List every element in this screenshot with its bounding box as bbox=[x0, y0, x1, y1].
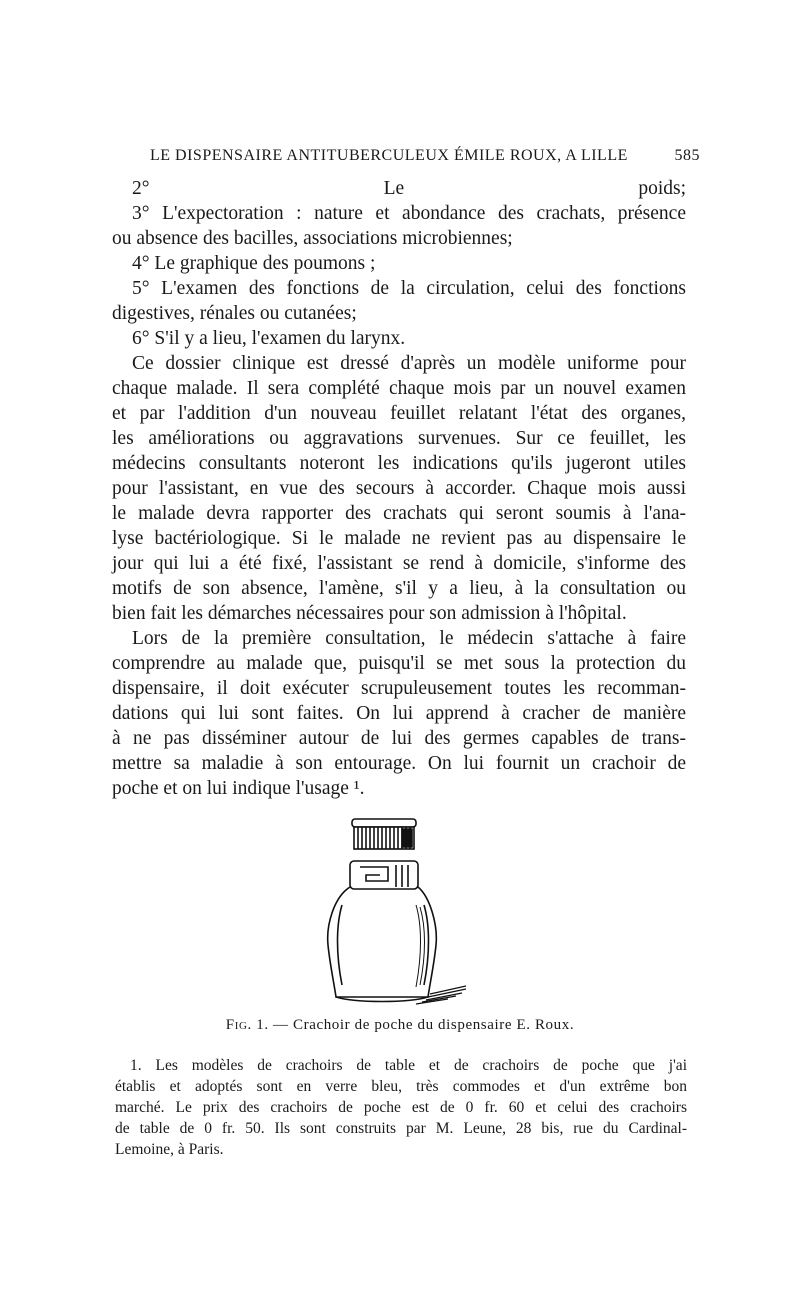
body-line: à ne pas disséminer autour de lui des germes capables de trans- bbox=[112, 728, 686, 749]
body-line: le malade devra rapporter des crachats qui seront soumis à l'ana- bbox=[112, 503, 686, 524]
page-number: 585 bbox=[674, 147, 700, 164]
body-line: dispensaire, il doit exécuter scrupuleusement toutes les recomman- bbox=[112, 678, 686, 699]
running-title: LE DISPENSAIRE ANTITUBERCULEUX ÉMILE ROUX, A LILLE bbox=[150, 147, 628, 164]
body-line: 3° L'expectoration : nature et abondance des crachats, présence bbox=[132, 203, 686, 224]
footnote-line: 1. Les modèles de crachoirs de table et de crachoirs de poche que j'ai bbox=[130, 1057, 687, 1074]
body-line: 5° L'examen des fonctions de la circulation, celui des fonctions bbox=[132, 278, 686, 299]
footnote-line: établis et adoptés sont en verre bleu, très commodes et d'un extrême bon bbox=[115, 1078, 687, 1095]
spittoon-illustration bbox=[316, 815, 476, 1010]
neck-drawing bbox=[350, 861, 418, 889]
body-line: Lors de la première consultation, le médecin s'attache à faire bbox=[132, 628, 686, 649]
body-line: poche et on lui indique l'usage ¹. bbox=[112, 778, 365, 799]
body-line: bien fait les démarches nécessaires pour son admission à l'hôpital. bbox=[112, 603, 627, 624]
body-line: pour l'assistant, en vue des secours à accorder. Chaque mois aussi bbox=[112, 478, 686, 499]
body-line: 2° Le poids; bbox=[132, 178, 686, 199]
body-line: 6° S'il y a lieu, l'examen du larynx. bbox=[132, 328, 406, 349]
figure-caption-text: — Crachoir de poche du dispensaire E. Roux. bbox=[273, 1017, 575, 1033]
body-line: dations qui lui sont faites. On lui apprend à cracher de manière bbox=[112, 703, 686, 724]
body-line: les améliorations ou aggravations survenues. Sur ce feuillet, les bbox=[112, 428, 686, 449]
running-header bbox=[150, 147, 700, 169]
body-line: médecins consultants noteront les indications qu'ils jugeront utiles bbox=[112, 453, 686, 474]
body-line: ou absence des bacilles, associations microbiennes; bbox=[112, 228, 513, 249]
body-line: chaque malade. Il sera complété chaque mois par un nouvel examen bbox=[112, 378, 686, 399]
footnote-line: marché. Le prix des crachoirs de poche est de 0 fr. 60 et celui des crachoirs bbox=[115, 1099, 687, 1116]
body-line: 4° Le graphique des poumons ; bbox=[132, 253, 376, 274]
bottle-body-drawing bbox=[328, 887, 437, 1002]
figure-label: Fig. 1. bbox=[225, 1017, 269, 1033]
body-line: lyse bactériologique. Si le malade ne revient pas au dispensaire le bbox=[112, 528, 686, 549]
body-line: mettre sa maladie à son entourage. On lui fournit un crachoir de bbox=[112, 753, 686, 774]
shadow-drawing bbox=[416, 986, 466, 1004]
body-line: et par l'addition d'un nouveau feuillet relatant l'état des organes, bbox=[112, 403, 686, 424]
body-line: Ce dossier clinique est dressé d'après un modèle uniforme pour bbox=[132, 353, 686, 374]
cap-drawing bbox=[352, 819, 416, 849]
body-line: digestives, rénales ou cutanées; bbox=[112, 303, 357, 324]
body-line: comprendre au malade que, puisqu'il se met sous la protection du bbox=[112, 653, 686, 674]
footnote-line: de table de 0 fr. 50. Ils sont construits par M. Leune, 28 bis, rue du Cardinal- bbox=[115, 1120, 687, 1137]
body-line: jour qui lui a été fixé, l'assistant se rend à domicile, s'informe des bbox=[112, 553, 686, 574]
footnote-line: Lemoine, à Paris. bbox=[115, 1141, 224, 1158]
figure-caption bbox=[0, 1017, 800, 1034]
body-line: motifs de son absence, l'amène, s'il y a lieu, à la consultation ou bbox=[112, 578, 686, 599]
